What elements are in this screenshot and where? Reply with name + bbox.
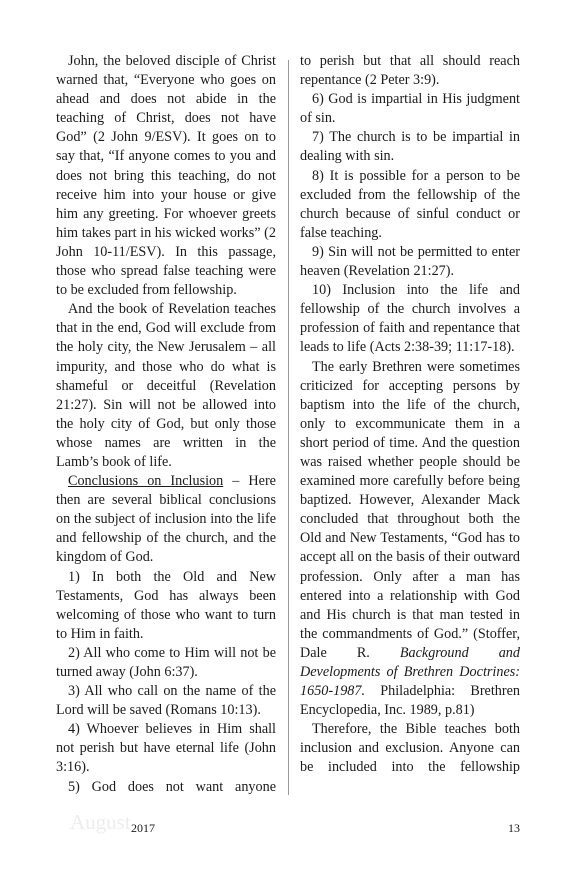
list-item-4: 4) Whoever believes in Him shall not perish but have eternal life (John 3:16). xyxy=(56,721,276,776)
footer-month-watermark: August xyxy=(70,810,131,834)
paragraph-john-warning: John, the beloved disciple of Christ warned that, “Everyone who goes on ahead and does not abide in the teaching of Christ, does not have God” (2 John 9/ESV). It goes on to say that, “If anyone comes to you and does not bring this teaching, do not receive him into your house or give him any greeting. For whoever greets him takes part in his wicked works” (2 John 10-11/ESV). In this passage, those who spread false teaching were to be excluded from fellowship. xyxy=(56,53,276,299)
citation-title: Background and Developments of Brethren Doctrines: 1650-1987. xyxy=(300,644,520,700)
footer-year: 2017 xyxy=(131,821,155,835)
paragraph-early-brethren xyxy=(300,358,520,721)
list-item-3: 3) All who call on the name of the Lord will be saved (Romans 10:13). xyxy=(56,683,276,719)
column-divider xyxy=(288,60,289,795)
list-item-10: 10) Inclusion into the life and fellowship of the church involves a profession of faith and repentance that leads to life (Acts 2:38-39; 11:17-18). xyxy=(300,282,520,356)
paragraph-revelation: And the book of Revelation teaches that in the end, God will exclude from the holy city, the New Jerusalem – all impurity, and those who do what is shameful or deceitful (Revelation 21:27). Sin will not be allowed into the holy city of God, but only those whose names are written in the Lamb’s book of life. xyxy=(56,301,276,470)
list-item-9: 9) Sin will not be permitted to enter heaven (Revelation 21:27). xyxy=(300,243,520,280)
list-item-5-continued: to perish but that all should reach repentance (2 Peter 3:9). xyxy=(300,53,520,89)
list-item-2: 2) All who come to Him will not be turned away (John 6:37). xyxy=(56,644,276,680)
brethren-text: The early Brethren were sometimes criticized for accepting persons by baptism into the life of the church, only to excommunicate them in a short period of time. And the question was raised whether people should be examined more carefully before being baptized. However, Alexander Mack concluded that throughout both the Old and New Testaments, “God has to accept all on the basis of their outward profession. Only after a man has entered into a relationship with God and His church is that man tested in the commandments of God.” (Stoffer, Dale R. xyxy=(300,358,520,661)
list-item-7: 7) The church is to be impartial in dealing with sin. xyxy=(300,129,520,165)
list-item-8: 8) It is possible for a person to be excluded from the fellowship of the church because of sinful conduct or false teaching. xyxy=(300,167,520,241)
section-heading-conclusions: Conclusions on Inclusion xyxy=(68,473,224,490)
page-number: 13 xyxy=(508,821,520,835)
list-item-1: 1) In both the Old and New Testaments, God has always been welcoming of those who want to turn to Him in faith. xyxy=(56,568,276,642)
list-item-6: 6) God is impartial in His judgment of sin. xyxy=(300,91,520,127)
citation-publisher: Philadelphia: Brethren Encyclopedia, Inc. 1989, p.81) xyxy=(300,683,520,719)
conclusions-intro: – Here then are several biblical conclusions on the subject of inclusion into the life and fellowship of the church, and the kingdom of God. xyxy=(56,473,276,566)
paragraph-conclusions xyxy=(56,472,276,567)
left-column xyxy=(56,52,276,797)
list-item-5-start: 5) God does not want anyone xyxy=(68,778,276,795)
right-column xyxy=(300,52,520,778)
paragraph-therefore: Therefore, the Bible teaches both inclusion and exclusion. Anyone can be included into the fellowship xyxy=(300,721,520,776)
